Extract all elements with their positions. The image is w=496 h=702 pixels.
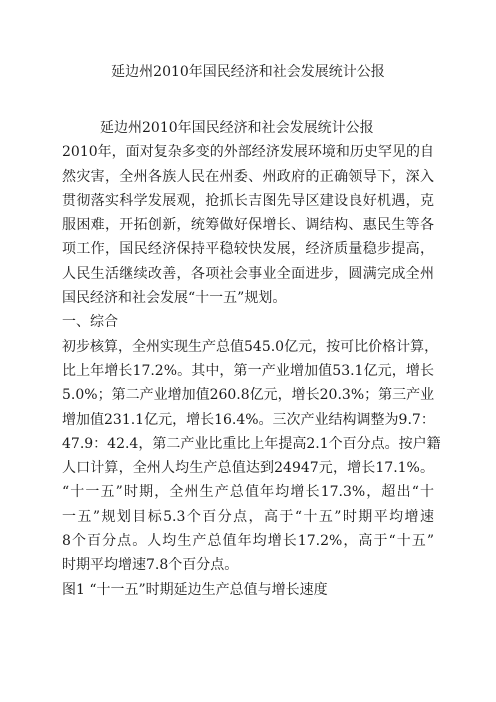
paragraph-line: 服困难，开拓创新，统筹做好保增长、调结构、惠民生等各: [62, 217, 434, 234]
paragraph-2: [62, 335, 441, 578]
paragraph-line: 2010年，面对复杂多变的外部经济发展环境和历史罕见的自: [62, 144, 434, 161]
document-title: 延边州2010年国民经济和社会发展统计公报: [111, 64, 385, 80]
paragraph-line: 然灾害，全州各族人民在州委、州政府的正确领导下，深入: [62, 168, 434, 185]
paragraph-line: 贯彻落实科学发展观，抢抓长吉图先导区建设良好机遇，克: [62, 192, 434, 209]
paragraph-line: 比上年增长17.2%。其中，第一产业增加值53.1亿元，增长: [62, 362, 434, 379]
document-body: [62, 116, 441, 602]
paragraph-line: 5.0%；第二产业增加值260.8亿元，增长20.3%；第三产业: [62, 387, 435, 404]
paragraph-line: 人口计算，全州人均生产总值达到24947元，增长17.1%。: [62, 460, 434, 477]
paragraph-line: 国民经济和社会发展“十一五”规划。: [62, 290, 287, 307]
paragraph-line: 时期平均增速7.8个百分点。: [62, 557, 239, 574]
section-heading: 一、综合: [62, 314, 118, 331]
paragraph-line: 初步核算，全州实现生产总值545.0亿元，按可比价格计算，: [62, 338, 439, 355]
paragraph-line: 增加值231.1亿元，增长16.4%。三次产业结构调整为9.7：: [62, 411, 435, 428]
paragraph-line: 人民生活继续改善，各项社会事业全面进步，圆满完成全州: [62, 265, 434, 282]
paragraph-1: [62, 140, 434, 310]
paragraph-line: 47.9：42.4，第二产业比重比上年提高2.1个百分点。按户籍: [62, 435, 441, 452]
body-title: 延边州2010年国民经济和社会发展统计公报: [100, 120, 374, 136]
paragraph-line: 一五”规划目标5.3个百分点，高于“十五”时期平均增速: [62, 508, 434, 525]
paragraph-line: 8个百分点。人均生产总值年均增长17.2%，高于“十五”: [62, 533, 434, 550]
paragraph-line: 项工作，国民经济保持平稳较快发展，经济质量稳步提高，: [62, 241, 434, 258]
figure-caption: 图1 “十一五”时期延边生产总值与增长速度: [62, 581, 328, 598]
paragraph-line: “十一五”时期，全州生产总值年均增长17.3%，超出“十: [62, 484, 434, 501]
